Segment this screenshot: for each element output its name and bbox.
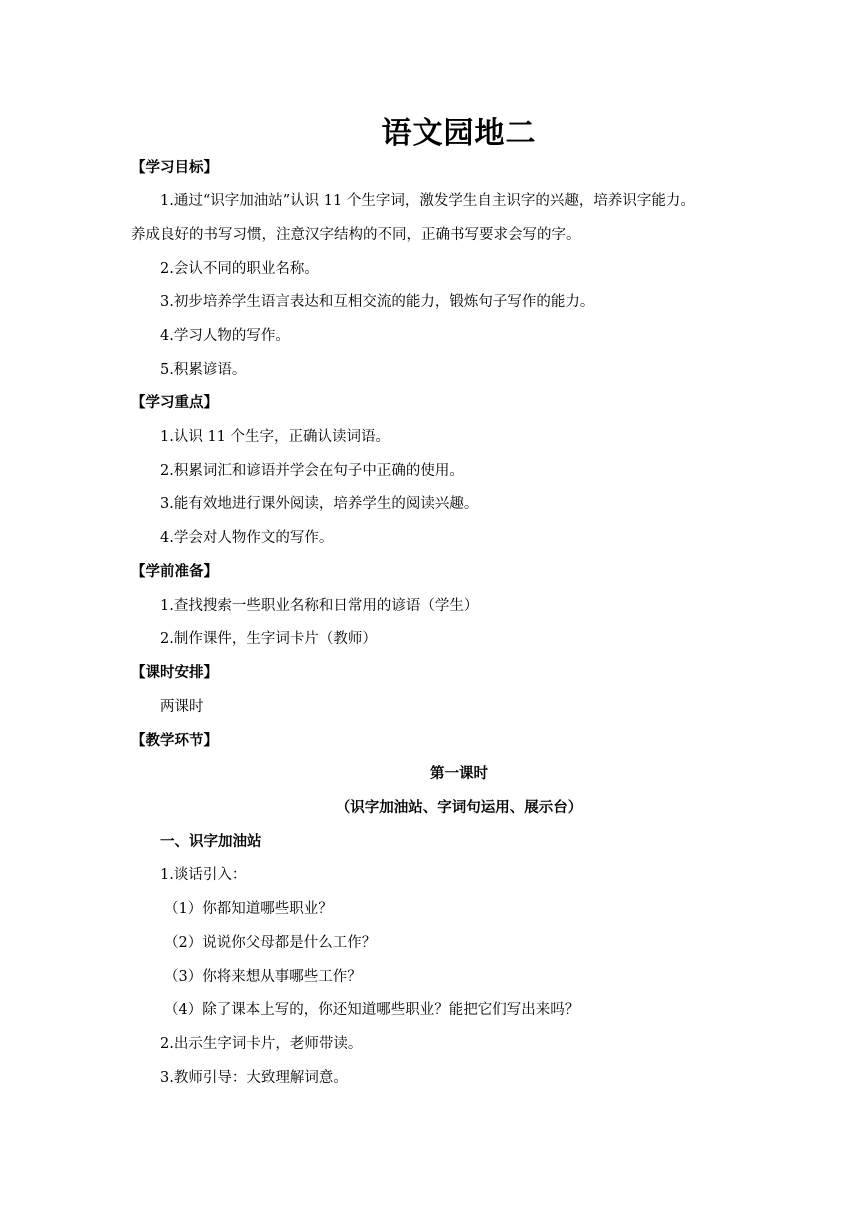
- process-item: （2）说说你父母都是什么工作？: [164, 935, 377, 951]
- section-heading-process: 【教学环节】: [131, 733, 218, 749]
- goal-item: 4.学习人物的写作。: [160, 328, 290, 344]
- section-heading-goals: 【学习目标】: [131, 160, 218, 176]
- document-title: 语文园地二: [381, 116, 537, 151]
- section-heading-keypoints: 【学习重点】: [131, 395, 218, 411]
- keypoint-item: 1.认识 11 个生字，正确认读词语。: [160, 429, 391, 445]
- lesson-subtitle: （识字加油站、字词句运用、展示台）: [335, 800, 583, 816]
- process-item: 2.出示生字词卡片，老师带读。: [160, 1036, 363, 1052]
- process-item: 3.教师引导：大致理解词意。: [160, 1070, 348, 1086]
- goal-item: 2.会认不同的职业名称。: [160, 261, 319, 277]
- goal-item: 3.初步培养学生语言表达和互相交流的能力，锻炼句子写作的能力。: [160, 294, 595, 310]
- keypoint-item: 3.能有效地进行课外阅读，培养学生的阅读兴趣。: [160, 496, 479, 512]
- prep-item: 1.查找搜索一些职业名称和日常用的谚语（学生）: [160, 598, 479, 614]
- section-heading-prep: 【学前准备】: [131, 564, 218, 580]
- goal-item: 5.积累谚语。: [160, 362, 247, 378]
- process-item: 1.谈话引入：: [160, 867, 247, 883]
- process-item: （3）你将来想从事哪些工作？: [164, 969, 362, 985]
- keypoint-item: 4.学会对人物作文的写作。: [160, 530, 334, 546]
- keypoint-item: 2.积累词汇和谚语并学会在句子中正确的使用。: [160, 463, 464, 479]
- lesson-title: 第一课时: [430, 766, 488, 782]
- part-title: 一、识字加油站: [160, 834, 262, 850]
- goal-item-continuation: 养成良好的书写习惯，注意汉字结构的不同，正确书写要求会写的字。: [131, 227, 581, 243]
- process-item: （4）除了课本上写的，你还知道哪些职业？能把它们写出来吗？: [164, 1002, 580, 1018]
- prep-item: 2.制作课件，生字词卡片（教师）: [160, 631, 377, 647]
- section-heading-schedule: 【课时安排】: [131, 665, 218, 681]
- goal-item: 1.通过“识字加油站”认识 11 个生字词，激发学生自主识字的兴趣，培养识字能力。: [160, 193, 695, 209]
- schedule-item: 两课时: [160, 699, 204, 715]
- process-item: （1）你都知道哪些职业？: [164, 901, 333, 917]
